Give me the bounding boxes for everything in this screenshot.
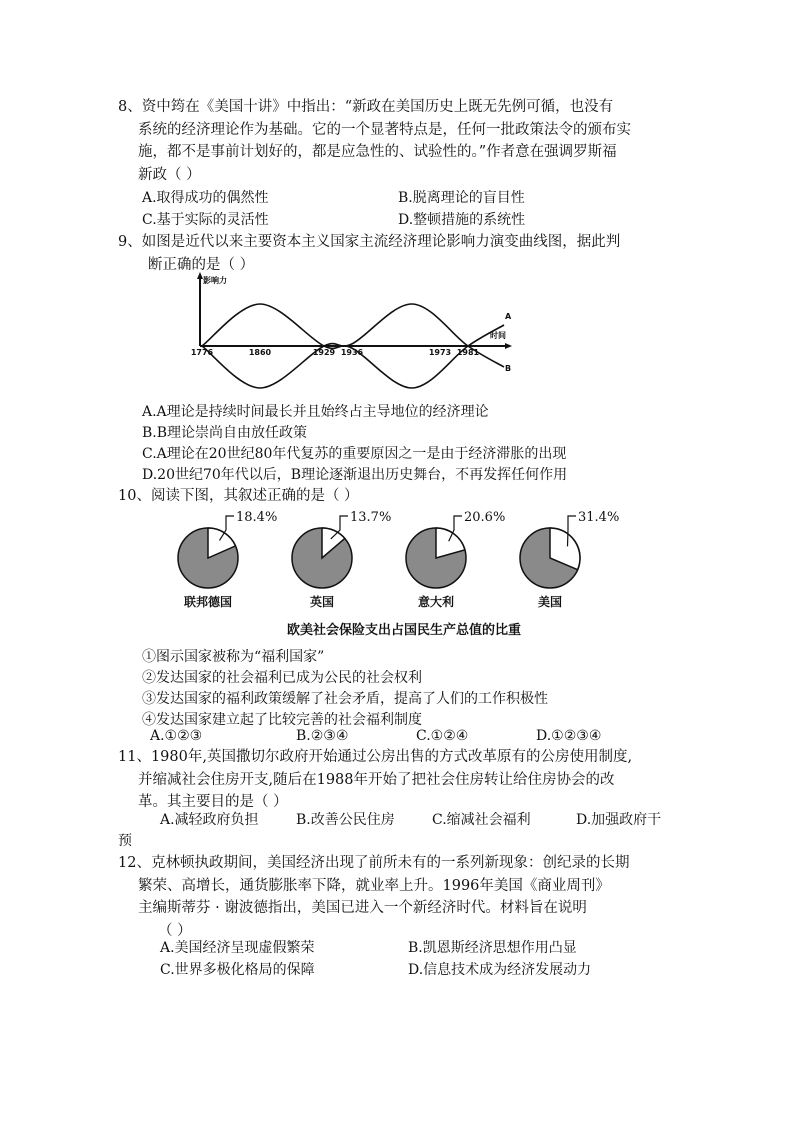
pie-charts-figure: [168, 506, 620, 646]
pie-country-label: 美国: [537, 595, 563, 609]
pie-figure-caption: 欧美社会保险支出占国民生产总值的比重: [286, 623, 522, 638]
x-tick-label: 1936: [340, 348, 364, 357]
question-9-line: 断正确的是（ ）: [148, 256, 255, 273]
question-10-stem: 10、阅读下图，其叙述正确的是（ ）: [118, 488, 359, 504]
question-12-line: 12、克林顿执政期间，美国经济出现了前所未有的一系列新现象：创纪录的长期: [118, 855, 630, 871]
pie-value-label: 18.4%: [236, 510, 278, 525]
x-tick-label: 1973: [428, 348, 452, 357]
chart-x-arrow: [505, 343, 512, 349]
x-tick-label: 1981: [456, 348, 480, 357]
series-a-label: A: [505, 312, 512, 321]
question-11-option-d-wrap: 预: [118, 833, 132, 849]
pie-country-label: 意大利: [417, 595, 455, 609]
pie-value-label: 13.7%: [350, 510, 392, 525]
question-8-line: 系统的经济理论作为基础。它的一个显著特点是，任何一批政策法令的颁布实: [138, 121, 631, 138]
pie-country-label: 英国: [309, 595, 335, 609]
series-b-label: B: [505, 364, 512, 373]
question-8: [118, 96, 688, 186]
question-11-option-c[interactable]: C.缩减社会福利: [432, 812, 531, 828]
pie-chart: [178, 510, 277, 609]
question-12-option-d[interactable]: D.信息技术成为经济发展动力: [408, 962, 592, 978]
question-11: [118, 746, 688, 814]
question-8-option-a[interactable]: A.取得成功的偶然性: [142, 190, 269, 206]
question-12-option-c[interactable]: C.世界多极化格局的保障: [160, 962, 315, 978]
pie-value-label: 31.4%: [578, 510, 620, 525]
x-tick-label: 1860: [248, 348, 272, 357]
pie-chart: [292, 510, 391, 609]
question-9-option-d[interactable]: D.20世纪70年代以后，B理论逐渐退出历史舞台，不再发挥任何作用: [142, 467, 568, 483]
x-tick-label: 1776: [190, 348, 214, 357]
question-11-line: 革。其主要目的是（ ）: [138, 794, 288, 810]
question-8-line: 新政（ ）: [138, 166, 201, 183]
question-10-statement-3: ③发达国家的福利政策缓解了社会矛盾，提高了人们的工作积极性: [142, 691, 548, 707]
question-10-option-c[interactable]: C.①②④: [416, 728, 469, 744]
question-8-option-b[interactable]: B.脱离理论的盲目性: [398, 190, 525, 206]
pie-chart: [520, 510, 619, 609]
question-10-option-d[interactable]: D.①②③④: [536, 728, 602, 744]
question-11-line: 并缩减社会住房开支,随后在1988年开始了把社会住房转让给住房协会的改: [138, 771, 615, 788]
chart-y-label: 影响力: [203, 276, 227, 285]
question-12-option-a[interactable]: A.美国经济呈现虚假繁荣: [160, 940, 315, 956]
question-11-option-b[interactable]: B.改善公民住房: [296, 812, 395, 828]
pie-chart: [406, 510, 505, 609]
question-10-statement-2: ②发达国家的社会福利已成为公民的社会权利: [142, 670, 422, 686]
question-11-option-a[interactable]: A.减轻政府负担: [160, 812, 259, 828]
question-8-line: 8、资中筠在《美国十讲》中指出：“新政在美国历史上既无先例可循，也没有: [118, 99, 614, 115]
question-11-line: 11、1980年,英国撒切尔政府开始通过公房出售的方式改革原有的公房使用制度,: [118, 749, 633, 765]
pie-country-label: 联邦德国: [183, 595, 233, 609]
chart-x-label: 时间: [490, 331, 506, 340]
question-8-line: 施，都不是事前计划好的，都是应急性的、试验性的。”作者意在强调罗斯福: [138, 144, 617, 160]
question-9-option-a[interactable]: A.A理论是持续时间最长并且始终占主导地位的经济理论: [142, 404, 489, 420]
question-10-option-b[interactable]: B.②③④: [296, 728, 349, 744]
question-9-line: 9、如图是近代以来主要资本主义国家主流经济理论影响力演变曲线图，据此判: [118, 234, 621, 250]
question-12-line: 主编斯蒂芬 · 谢波德指出，美国已进入一个新经济时代。材料旨在说明: [138, 900, 587, 916]
question-12: [118, 852, 688, 942]
question-8-option-c[interactable]: C.基于实际的灵活性: [142, 212, 269, 228]
pie-value-label: 20.6%: [464, 510, 506, 525]
x-tick-label: 1929: [312, 348, 336, 357]
question-10-statement-1: ①图示国家被称为“福利国家”: [142, 649, 325, 665]
question-12-line: （ ）: [158, 922, 192, 939]
question-9-option-c[interactable]: C.A理论在20世纪80年代复苏的重要原因之一是由于经济滞胀的出现: [142, 446, 567, 462]
question-12-line: 繁荣、高增长，通货膨胀率下降，就业率上升。1996年美国《商业周刊》: [138, 877, 610, 894]
question-12-option-b[interactable]: B.凯恩斯经济思想作用凸显: [408, 940, 577, 956]
question-9-option-b[interactable]: B.B理论崇尚自由放任政策: [142, 425, 308, 441]
question-10-statement-4: ④发达国家建立起了比较完善的社会福利制度: [142, 712, 422, 728]
influence-curve-chart: [188, 268, 524, 386]
question-10-option-a[interactable]: A.①②③: [150, 728, 203, 744]
question-8-option-d[interactable]: D.整顿措施的系统性: [398, 212, 526, 228]
question-11-option-d[interactable]: D.加强政府干: [576, 812, 662, 828]
